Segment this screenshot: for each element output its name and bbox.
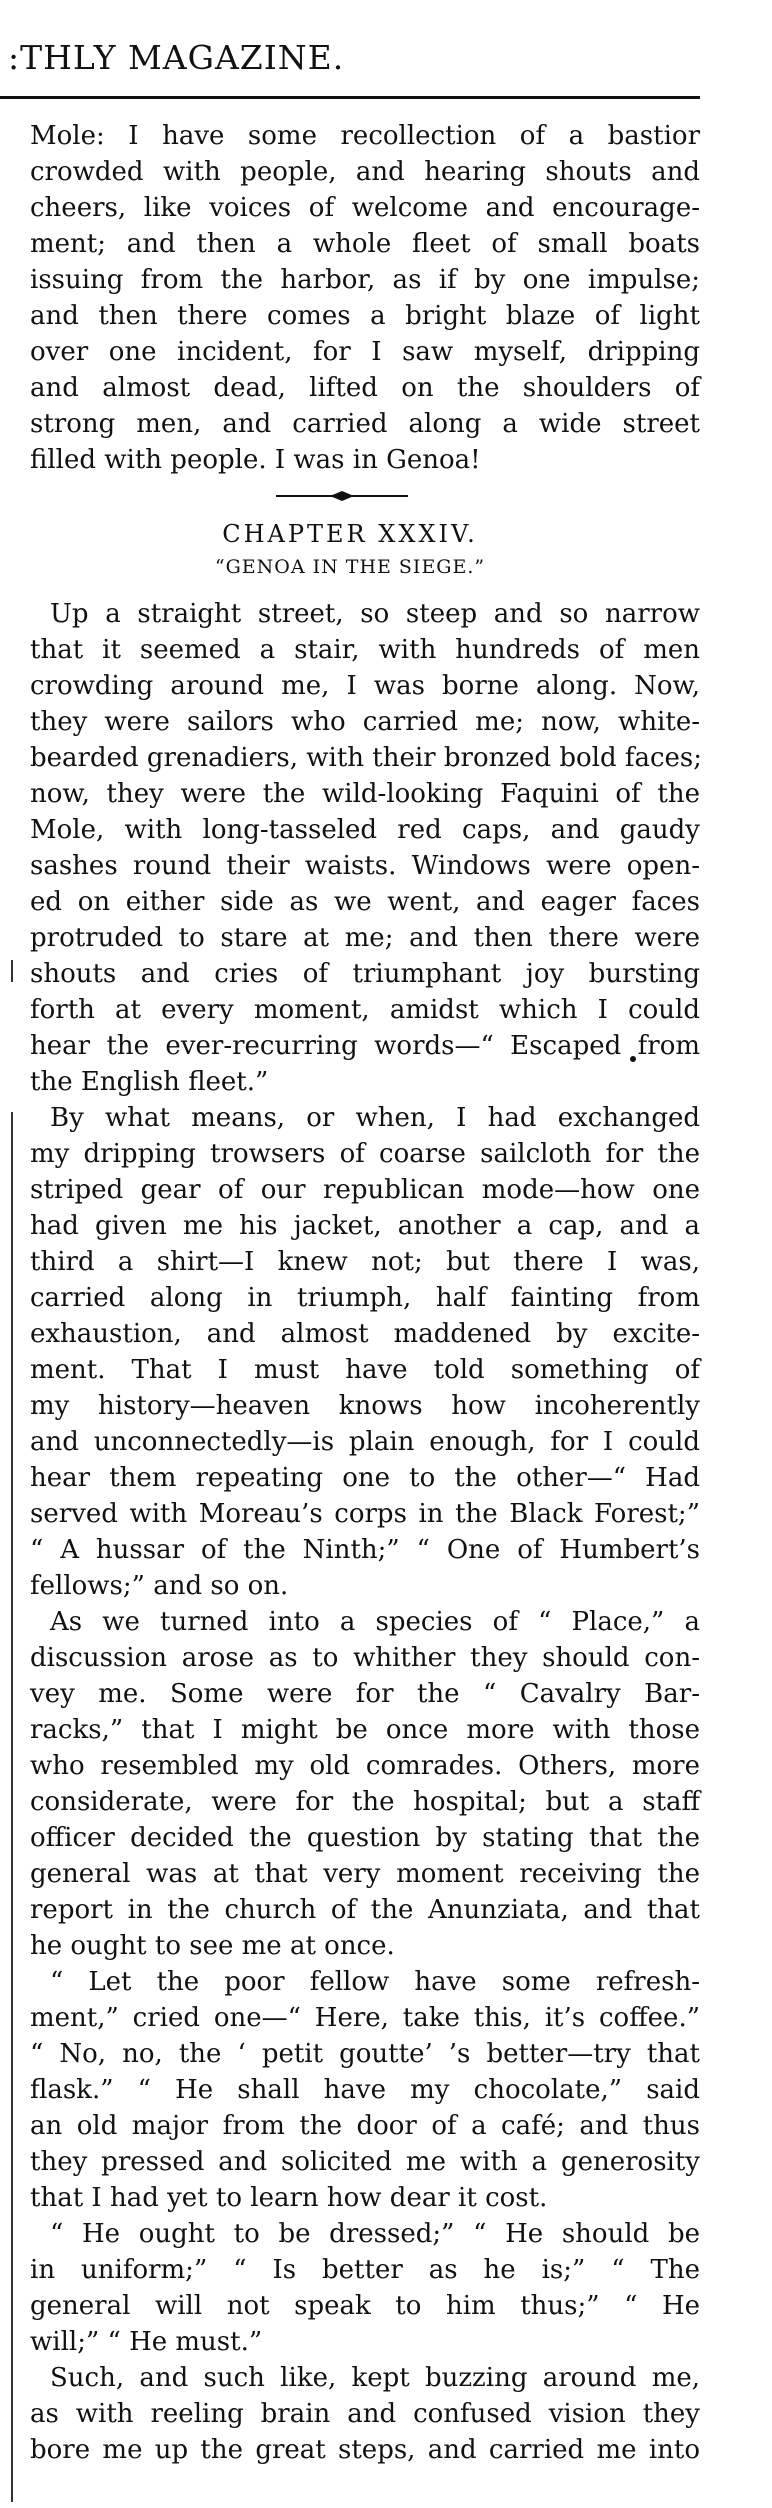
text-line: carried along in triumph, half fainting from xyxy=(30,1283,700,1313)
text-line: in uniform;” “ Is better as he is;” “ The xyxy=(30,2255,700,2285)
text-line: discussion arose as to whither they should con- xyxy=(30,1643,700,1673)
text-line: will;” “ He must.” xyxy=(30,2327,263,2357)
chapter-body xyxy=(30,596,703,2468)
text-line: and almost dead, lifted on the shoulders of xyxy=(30,373,700,403)
text-line: Such, and such like, kept buzzing around me, xyxy=(50,2363,700,2393)
section-divider-ornament xyxy=(276,490,408,502)
text-line: they pressed and solicited me with a generosity xyxy=(30,2147,700,2177)
text-line: my dripping trowsers of coarse sailcloth for the xyxy=(30,1139,700,1169)
intro-paragraph xyxy=(30,118,700,478)
text-line: forth at every moment, amidst which I could xyxy=(30,995,700,1025)
text-line: served with Moreau’s corps in the Black Forest;” xyxy=(30,1499,700,1529)
text-line: they were sailors who carried me; now, white- xyxy=(30,707,700,737)
text-line: cheers, like voices of welcome and encourage- xyxy=(30,193,700,223)
text-line: an old major from the door of a café; and thus xyxy=(30,2111,700,2141)
text-line: my history—heaven knows how incoherently xyxy=(30,1391,700,1421)
text-line: general was at that very moment receiving the xyxy=(30,1859,700,1889)
text-line: “ Let the poor fellow have some refresh- xyxy=(50,1967,700,1997)
text-line: over one incident, for I saw myself, dripping xyxy=(30,337,700,367)
text-line: flask.” “ He shall have my chocolate,” said xyxy=(30,2075,700,2105)
text-line: as with reeling brain and confused vision they xyxy=(30,2399,700,2429)
chapter-title: CHAPTER XXXIV. xyxy=(222,520,478,548)
text-line: ment,” cried one—“ Here, take this, it’s coffee.” xyxy=(30,2003,700,2033)
text-line: hear them repeating one to the other—“ Had xyxy=(30,1463,700,1493)
text-line: sashes round their waists. Windows were open- xyxy=(30,851,700,881)
text-line: that I had yet to learn how dear it cost. xyxy=(30,2183,548,2213)
text-line: fellows;” and so on. xyxy=(30,1571,289,1601)
text-line: Mole: I have some recollection of a bastior xyxy=(30,121,700,151)
text-line: hear the ever-recurring words—“ Escaped from xyxy=(30,1031,700,1061)
text-line: ment. That I must have told something of xyxy=(30,1355,700,1385)
text-line: officer decided the question by stating that the xyxy=(30,1823,700,1853)
chapter-subtitle: “GENOA IN THE SIEGE.” xyxy=(214,556,486,578)
margin-mark xyxy=(11,960,13,982)
text-line: “ He ought to be dressed;” “ He should be xyxy=(50,2219,700,2249)
text-line: crowded with people, and hearing shouts and xyxy=(30,157,700,187)
text-line: Mole, with long-tasseled red caps, and gaudy xyxy=(30,815,700,845)
text-line: vey me. Some were for the “ Cavalry Bar- xyxy=(30,1679,700,1709)
text-line: that it seemed a stair, with hundreds of men xyxy=(30,635,700,665)
text-line: report in the church of the Anunziata, and that xyxy=(30,1895,700,1925)
text-line: who resembled my old comrades. Others, more xyxy=(30,1751,700,1781)
text-line: ed on either side as we went, and eager faces xyxy=(30,887,700,917)
text-line: strong men, and carried along a wide street xyxy=(30,409,700,439)
text-line: considerate, were for the hospital; but a staff xyxy=(30,1787,700,1817)
text-line: general will not speak to him thus;” “ He xyxy=(30,2291,700,2321)
text-line: crowding around me, I was borne along. Now, xyxy=(30,671,700,701)
text-line: and then there comes a bright blaze of light xyxy=(30,301,700,331)
text-line: filled with people. I was in Genoa! xyxy=(30,445,481,475)
text-line: As we turned into a species of “ Place,” a xyxy=(50,1607,700,1637)
text-line: striped gear of our republican mode—how one xyxy=(30,1175,700,1205)
text-line: racks,” that I might be once more with those xyxy=(30,1715,700,1745)
text-line: “ No, no, the ‘ petit goutte’ ’s better—try that xyxy=(30,2039,700,2069)
text-line: “ A hussar of the Ninth;” “ One of Humbert’s xyxy=(30,1535,700,1565)
text-line: the English fleet.” xyxy=(30,1067,269,1097)
text-line: bearded grenadiers, with their bronzed bold faces; xyxy=(30,743,703,773)
text-line: and unconnectedly—is plain enough, for I could xyxy=(30,1427,700,1457)
text-line: exhaustion, and almost maddened by excite- xyxy=(30,1319,700,1349)
text-line: ment; and then a whole fleet of small boats xyxy=(30,229,700,259)
text-line: Up a straight street, so steep and so narrow xyxy=(50,599,700,629)
text-line: By what means, or when, I had exchanged xyxy=(50,1103,700,1133)
text-line: bore me up the great steps, and carried me into xyxy=(30,2435,700,2465)
text-line: third a shirt—I knew not; but there I was, xyxy=(30,1247,700,1277)
text-line: had given me his jacket, another a cap, and a xyxy=(30,1211,700,1241)
text-line: protruded to stare at me; and then there were xyxy=(30,923,700,953)
header-rule xyxy=(0,96,700,99)
running-header: :THLY MAGAZINE. xyxy=(8,38,345,77)
text-line: he ought to see me at once. xyxy=(30,1931,395,1961)
text-line: shouts and cries of triumphant joy bursting xyxy=(30,959,700,989)
margin-mark xyxy=(11,1112,13,2502)
text-line: now, they were the wild-looking Faquini of the xyxy=(30,779,700,809)
text-line: issuing from the harbor, as if by one impulse; xyxy=(30,265,700,295)
